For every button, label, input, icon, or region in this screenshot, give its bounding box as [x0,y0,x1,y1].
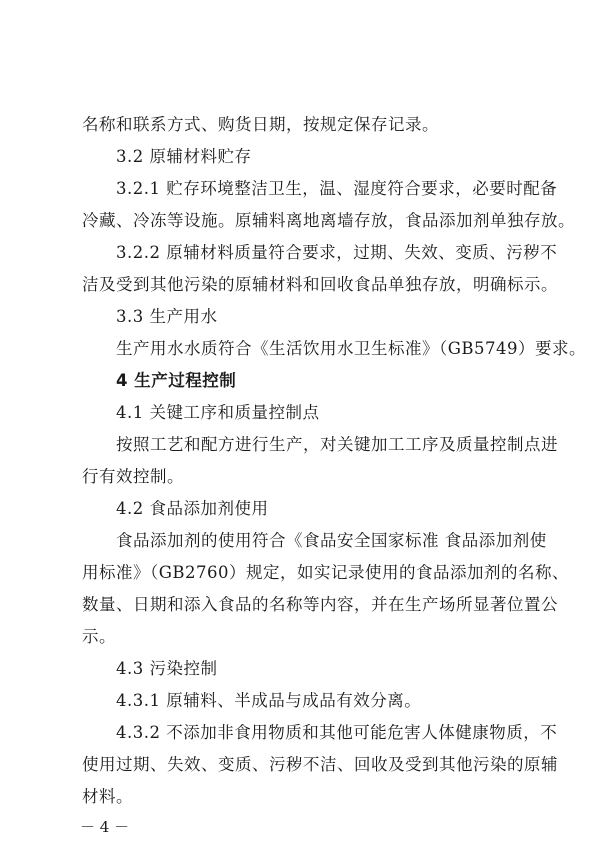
paragraph-line: 生产用水水质符合《生活饮用水卫生标准》（GB5749）要求。 [116,339,587,358]
paragraph-line: 4.3.1 原辅料、半成品与成品有效分离。 [116,691,422,710]
section-heading: 4.1 关键工序和质量控制点 [116,403,320,422]
paragraph-line: 食品添加剂的使用符合《食品安全国家标准 食品添加剂使 [116,531,547,550]
paragraph-line: 名称和联系方式、购货日期，按规定保存记录。 [82,115,439,134]
section-heading: 4.3 污染控制 [116,659,218,678]
paragraph-line: 3.2.2 原辅材料质量符合要求，过期、失效、变质、污秽不 [116,243,558,262]
paragraph-line: 用标准》（GB2760）规定，如实记录使用的食品添加剂的名称、 [82,563,570,582]
paragraph-line: 示。 [82,627,116,646]
paragraph-line: 冷藏、冷冻等设施。原辅料离地离墙存放，食品添加剂单独存放。 [82,211,575,230]
paragraph-line: 洁及受到其他污染的原辅材料和回收食品单独存放，明确标示。 [82,275,558,294]
section-heading: 3.3 生产用水 [116,307,218,326]
paragraph-line: 4.3.2 不添加非食用物质和其他可能危害人体健康物质，不 [116,723,558,742]
chapter-heading: 4 生产过程控制 [116,371,237,390]
page-number: － 4 － [80,818,130,836]
paragraph-line: 按照工艺和配方进行生产，对关键加工工序及质量控制点进 [116,435,558,454]
paragraph-line: 使用过期、失效、变质、污秽不洁、回收及受到其他污染的原辅 [82,755,558,774]
paragraph-line: 数量、日期和添入食品的名称等内容，并在生产场所显著位置公 [82,595,558,614]
paragraph-line: 3.2.1 贮存环境整洁卫生，温、湿度符合要求，必要时配备 [116,179,558,198]
paragraph-line: 材料。 [82,787,133,806]
section-heading: 3.2 原辅材料贮存 [116,147,252,166]
section-heading: 4.2 食品添加剂使用 [116,499,269,518]
paragraph-line: 行有效控制。 [82,467,184,486]
